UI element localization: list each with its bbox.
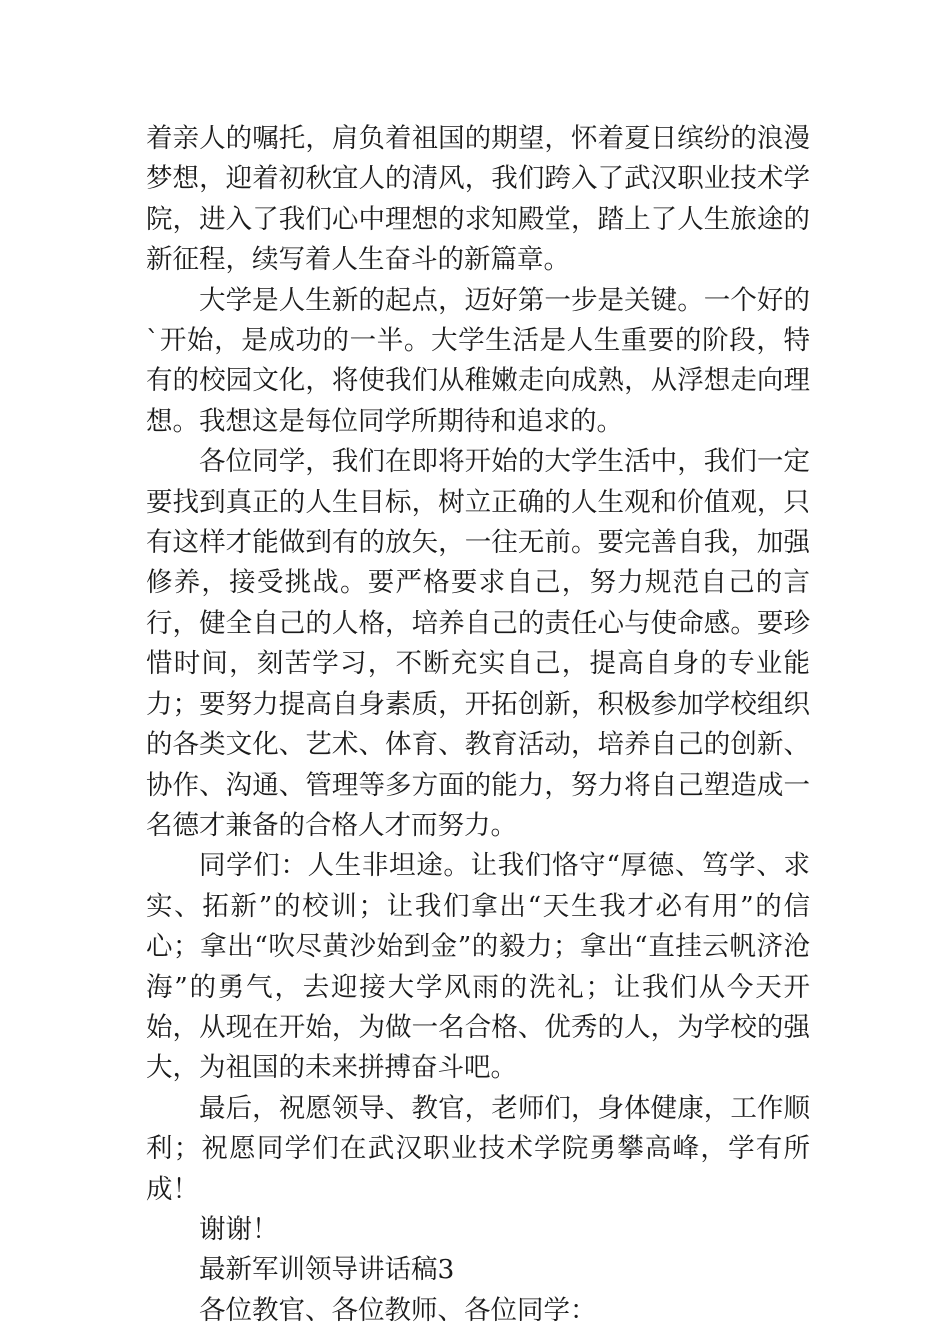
document-body (146, 119, 810, 1331)
paragraph-school-motto: 同学们：人生非坦途。让我们恪守“厚德、笃学、求实、拓新”的校训；让我们拿出“天生我才必有用”的信心；拿出“吹尽黄沙始到金”的毅力；拿出“直挂云帆济沧海”的勇气，去迎接大学风雨的洗礼；让我们从今天开始，从现在开始，为做一名合格、优秀的人，为学校的强大，为祖国的未来拼搏奋斗吧。 (146, 850, 810, 1084)
paragraph-thanks: 谢谢！ (199, 1213, 279, 1245)
paragraph-closing-wishes: 最后，祝愿领导、教官，老师们，身体健康，工作顺利；祝愿同学们在武汉职业技术学院勇攀高峰，学有所成！ (146, 1092, 810, 1205)
paragraph-life-goals: 各位同学，我们在即将开始的大学生活中，我们一定要找到真正的人生目标，树立正确的人生观和价值观，只有这样才能做到有的放矢，一往无前。要完善自我，加强修养，接受挑战。要严格要求自己，努力规范自己的言行，健全自己的人格，培养自己的责任心与使命感。要珍惜时间，刻苦学习，不断充实自己，提高自身的专业能力；要努力提高自身素质，开拓创新，积极参加学校组织的各类文化、艺术、体育、教育活动，培养自己的创新、协作、沟通、管理等多方面的能力，努力将自己塑造成一名德才兼备的合格人才而努力。 (146, 446, 810, 841)
paragraph-continuation: 着亲人的嘱托，肩负着祖国的期望，怀着夏日缤纷的浪漫梦想，迎着初秋宜人的清风，我们跨入了武汉职业技术学院，进入了我们心中理想的求知殿堂，踏上了人生旅途的新征程，续写着人生奋斗的新篇章。 (146, 123, 810, 276)
section-heading: 最新军训领导讲话稿3 (199, 1254, 455, 1286)
salutation: 各位教官、各位教师、各位同学： (199, 1294, 597, 1326)
paragraph-university-start: 大学是人生新的起点，迈好第一步是关键。一个好的`开始，是成功的一半。大学生活是人生重要的阶段，特有的校园文化，将使我们从稚嫩走向成熟，从浮想走向理想。我想这是每位同学所期待和追求的。 (146, 284, 810, 437)
